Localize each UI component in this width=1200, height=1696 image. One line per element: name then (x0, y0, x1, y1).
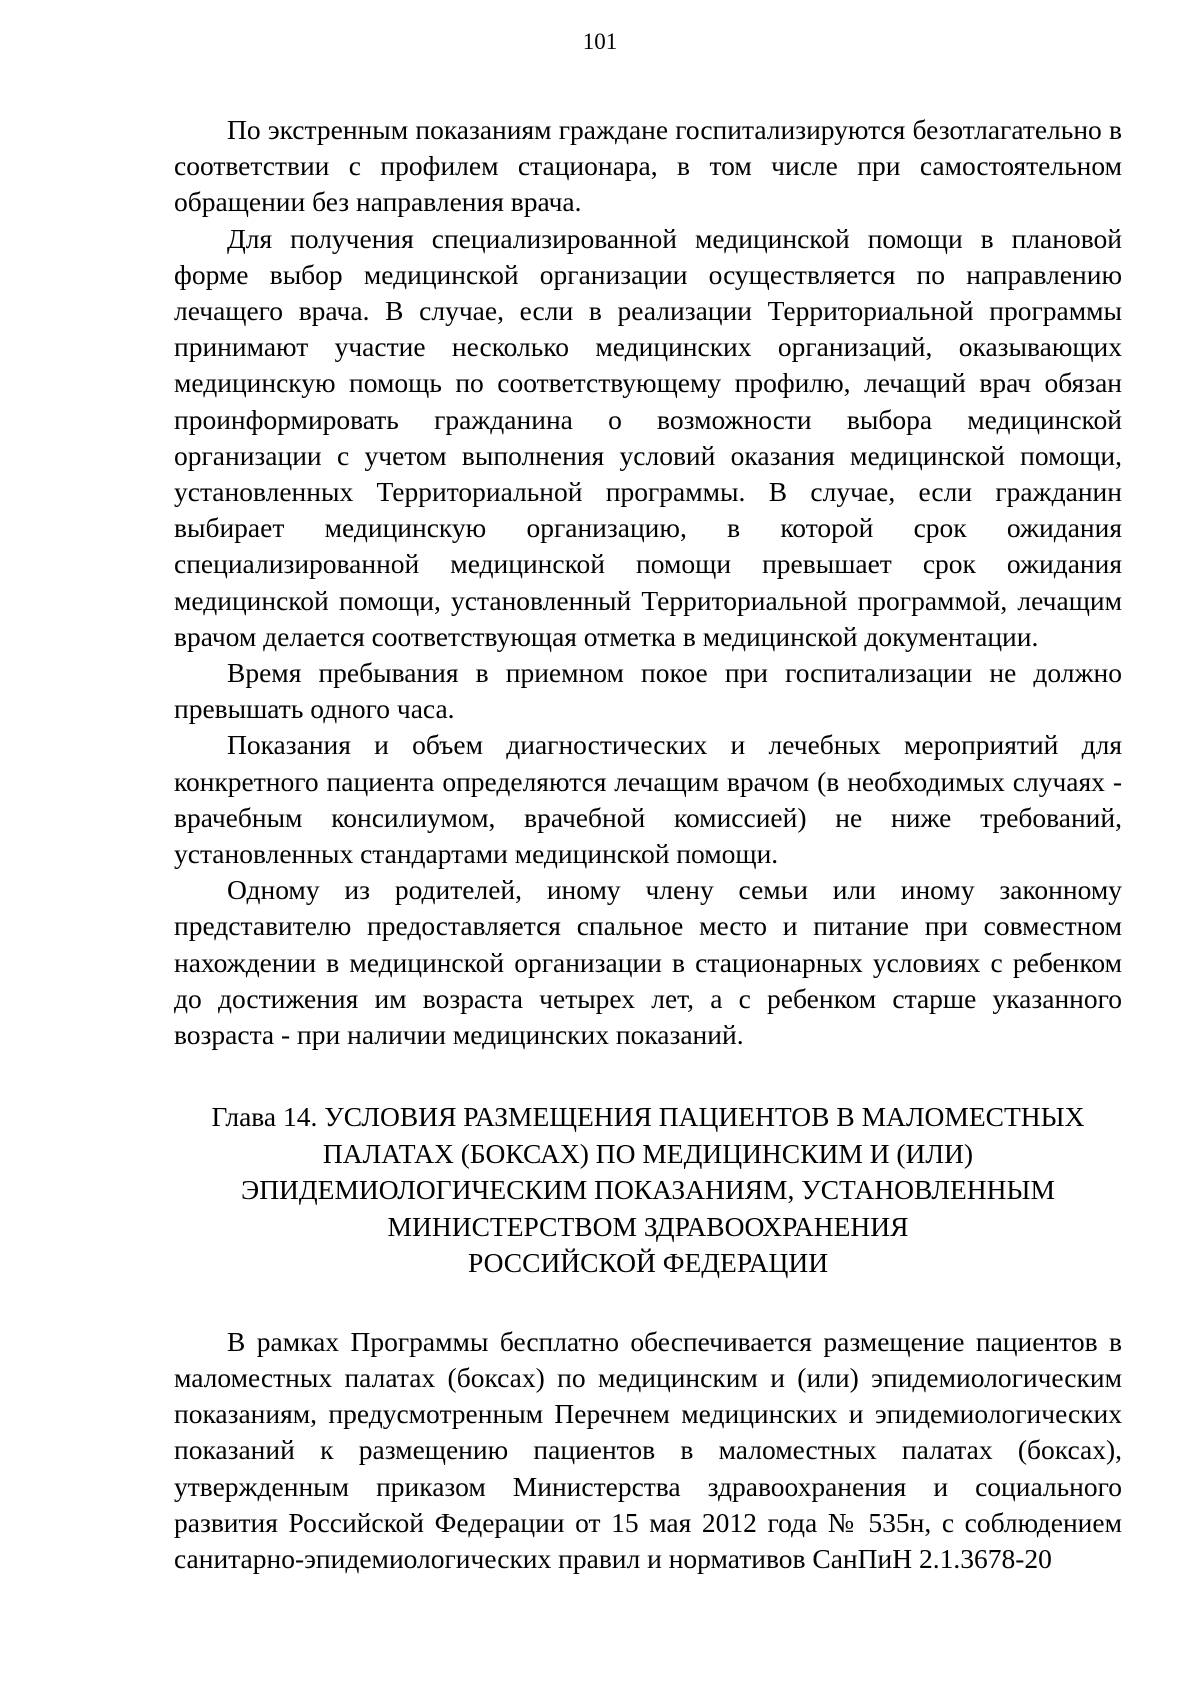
chapter-heading-line: МИНИСТЕРСТВОМ ЗДРАВООХРАНЕНИЯ (387, 1210, 909, 1242)
paragraph-small-ward-placement: В рамках Программы бесплатно обеспечивается размещение пациентов в маломестных палатах (боксах) по медицинским и (или) эпидемиологическим показаниям, предусмотренным Перечнем медицинских и эпидемиологических показаний к размещению пациентов в маломестных палатах (боксах), утвержденным приказом Министерства здравоохранения и социального развития Российской Федерации от 15 мая 2012 года № 535н, с соблюдением санитарно-эпидемиологических правил и нормативов СанПиН 2.1.3678-20 (174, 1325, 1122, 1574)
chapter-heading-line: Глава 14. УСЛОВИЯ РАЗМЕЩЕНИЯ ПАЦИЕНТОВ В МАЛОМЕСТНЫХ (211, 1101, 1085, 1133)
chapter-heading-line: ПАЛАТАХ (БОКСАХ) ПО МЕДИЦИНСКИМ И (ИЛИ) (322, 1137, 974, 1169)
paragraph-planned-specialized-care: Для получения специализированной медицинской помощи в плановой форме выбор медицинской организации осуществляется по направлению лечащего врача. В случае, если в реализации Территориальной программы принимают участие несколько медицинских организаций, оказывающих медицинскую помощь по соответствующему профилю, лечащий врач обязан проинформировать гражданина о возможности выбора медицинской организации с учетом выполнения условий оказания медицинской помощи, установленных Территориальной программы. В случае, если гражданин выбирает медицинскую организацию, в которой срок ожидания специализированной медицинской помощи превышает срок ожидания медицинской помощи, установленный Территориальной программой, лечащим врачом делается соответствующая отметка в медицинской документации. (174, 222, 1122, 652)
paragraph-emergency-hospitalization: По экстренным показаниям граждане госпитализируются безотлагательно в соответствии с профилем стационара, в том числе при самостоятельном обращении без направления врача. (174, 114, 1122, 218)
chapter-heading (174, 1099, 1122, 1282)
paragraph-parent-accommodation: Одному из родителей, иному члену семьи или иному законному представителю предоставляется спальное место и питание при совместном нахождении в медицинской организации в стационарных условиях с ребенком до достижения им возраста четырех лет, а с ребенком старше указанного возраста - при наличии медицинских показаний. (174, 874, 1122, 1051)
document-body (174, 112, 1122, 1577)
chapter-heading-line: ЭПИДЕМИОЛОГИЧЕСКИМ ПОКАЗАНИЯМ, УСТАНОВЛЕННЫМ (241, 1174, 1055, 1206)
chapter-heading-line: РОССИЙСКОЙ ФЕДЕРАЦИИ (467, 1247, 829, 1279)
paragraph-admission-wait-time: Время пребывания в приемном покое при госпитализации не должно превышать одного часа. (174, 657, 1122, 725)
page-number: 101 (582, 29, 618, 54)
paragraph-diagnostic-indications: Показания и объем диагностических и лечебных мероприятий для конкретного пациента определяются лечащим врачом (в необходимых случаях - врачебным консилиумом, врачебной комиссией) не ниже требований, установленных стандартами медицинской помощи. (174, 729, 1122, 870)
